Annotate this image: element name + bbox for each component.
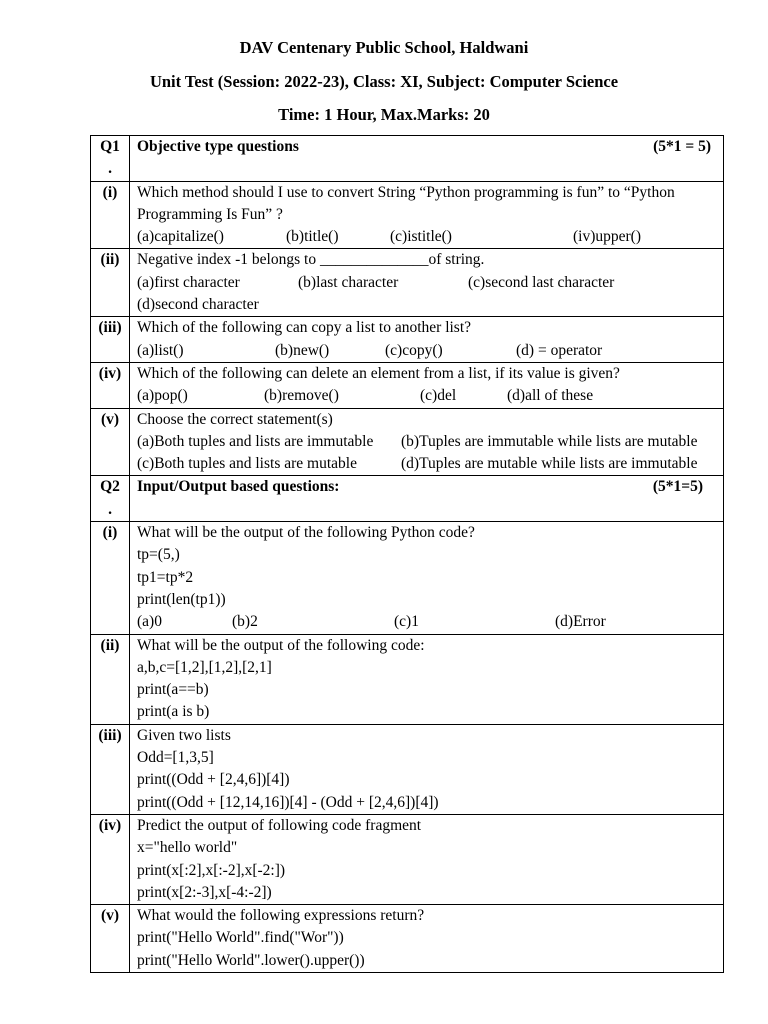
option: (d) = operator <box>516 341 603 359</box>
q1-title: Objective type questions <box>137 138 299 155</box>
question-row <box>91 408 724 476</box>
question-row <box>91 634 724 724</box>
question-number: (iii) <box>91 724 130 814</box>
q2-heading <box>130 476 724 522</box>
question-text: What will be the output of the following code: <box>137 636 425 654</box>
code-line: x="hello world" <box>137 839 238 857</box>
question-body <box>130 905 724 973</box>
q1-header-row <box>91 136 724 182</box>
question-row <box>91 814 724 904</box>
question-text: Which of the following can copy a list to another list? <box>137 319 472 337</box>
q2-number <box>91 476 130 522</box>
q1-num-dot: . <box>108 160 112 178</box>
option: (d)all of these <box>507 387 594 405</box>
question-body <box>130 724 724 814</box>
option: (c)second last character <box>468 273 615 291</box>
code-line: print(x[:2],x[:-2],x[-2:]) <box>137 861 286 879</box>
q2-header-row <box>91 476 724 522</box>
q1-number <box>91 136 130 182</box>
question-body <box>130 317 724 363</box>
question-row <box>91 181 724 249</box>
options-row <box>137 226 717 248</box>
q2-num-label: Q2 <box>100 478 120 496</box>
option: (b)remove() <box>264 387 339 405</box>
question-number: (iv) <box>91 362 130 408</box>
option: (a)capitalize() <box>137 228 224 246</box>
question-number: (ii) <box>91 634 130 724</box>
school-name: DAV Centenary Public School, Haldwani <box>239 38 529 57</box>
question-number: (ii) <box>91 249 130 317</box>
option: (d)second character <box>137 296 259 314</box>
question-body <box>130 814 724 904</box>
option: (d)Error <box>555 613 606 631</box>
option: (b)Tuples are immutable while lists are mutable <box>401 432 698 450</box>
question-number: (i) <box>91 522 130 634</box>
option: (c)copy() <box>385 341 443 359</box>
options-row <box>137 431 717 453</box>
question-table <box>90 135 724 973</box>
code-line: print("Hello World".find("Wor")) <box>137 929 344 947</box>
option: (a)0 <box>137 613 162 631</box>
q2-title: Input/Output based questions: <box>137 478 340 496</box>
q2-marks: (5*1=5) <box>652 478 703 496</box>
code-line: print((Odd + [2,4,6])[4]) <box>137 771 290 789</box>
question-row <box>91 249 724 317</box>
options-row <box>137 453 717 475</box>
options-row <box>137 611 717 633</box>
question-body <box>130 362 724 408</box>
code-line: Odd=[1,3,5] <box>137 749 214 767</box>
question-text: What would the following expressions return? <box>137 907 425 925</box>
option: (b)new() <box>275 341 330 359</box>
code-line: print((Odd + [12,14,16])[4] - (Odd + [2,4,6])[4]) <box>137 793 439 811</box>
question-body <box>130 408 724 476</box>
options-row <box>137 340 717 362</box>
question-text: Which method should I use to convert String “Python programming is fun” to “Python <box>137 183 675 201</box>
question-text: Which of the following can delete an element from a list, if its value is given? <box>137 364 620 382</box>
code-line: print("Hello World".lower().upper()) <box>137 951 365 969</box>
option: (b)title() <box>286 228 339 246</box>
question-text: What will be the output of the following Python code? <box>137 524 475 542</box>
question-body <box>130 634 724 724</box>
q1-heading <box>130 136 724 182</box>
q2-num-dot: . <box>108 500 112 518</box>
question-number: (i) <box>91 181 130 249</box>
question-body <box>130 181 724 249</box>
option: (a)list() <box>137 341 184 359</box>
question-body <box>130 249 724 317</box>
option: (a)pop() <box>137 387 188 405</box>
option: (a)first character <box>137 273 240 291</box>
code-line: print(len(tp1)) <box>137 590 226 608</box>
code-line: tp=(5,) <box>137 546 180 564</box>
question-row <box>91 522 724 634</box>
option: (b)last character <box>298 273 399 291</box>
code-line: print(x[2:-3],x[-4:-2]) <box>137 883 272 901</box>
option: (c)del <box>420 387 457 405</box>
options-row <box>137 272 717 294</box>
code-line: a,b,c=[1,2],[1,2],[2,1] <box>137 658 272 676</box>
option: (c)istitle() <box>390 228 452 246</box>
question-row <box>91 362 724 408</box>
question-text: Given two lists <box>137 726 231 744</box>
question-row <box>91 724 724 814</box>
option: (b)2 <box>232 613 258 631</box>
code-line: print(a==b) <box>137 681 209 699</box>
option: (d)Tuples are mutable while lists are immutable <box>401 455 698 473</box>
q1-num-label: Q1 <box>100 138 120 155</box>
time-marks: Time: 1 Hour, Max.Marks: 20 <box>278 105 490 124</box>
q1-marks: (5*1 = 5) <box>653 138 711 155</box>
option: (c)1 <box>394 613 419 631</box>
option: (a)Both tuples and lists are immutable <box>137 432 374 450</box>
code-line: tp1=tp*2 <box>137 568 194 586</box>
test-title: Unit Test (Session: 2022-23), Class: XI, Subject: Computer Science <box>149 72 619 91</box>
options-row <box>137 385 717 407</box>
question-text: Programming Is Fun” ? <box>137 205 283 223</box>
option: (c)Both tuples and lists are mutable <box>137 455 357 473</box>
question-row <box>91 905 724 973</box>
question-number: (iii) <box>91 317 130 363</box>
question-row <box>91 317 724 363</box>
question-body <box>130 522 724 634</box>
question-text: Negative index -1 belongs to ______________of string. <box>137 251 485 269</box>
question-text: Predict the output of following code fragment <box>137 816 422 834</box>
option: (iv)upper() <box>573 228 641 246</box>
question-number: (iv) <box>91 814 130 904</box>
code-line: print(a is b) <box>137 703 210 721</box>
question-text: Choose the correct statement(s) <box>137 410 333 428</box>
question-number: (v) <box>91 905 130 973</box>
question-number: (v) <box>91 408 130 476</box>
